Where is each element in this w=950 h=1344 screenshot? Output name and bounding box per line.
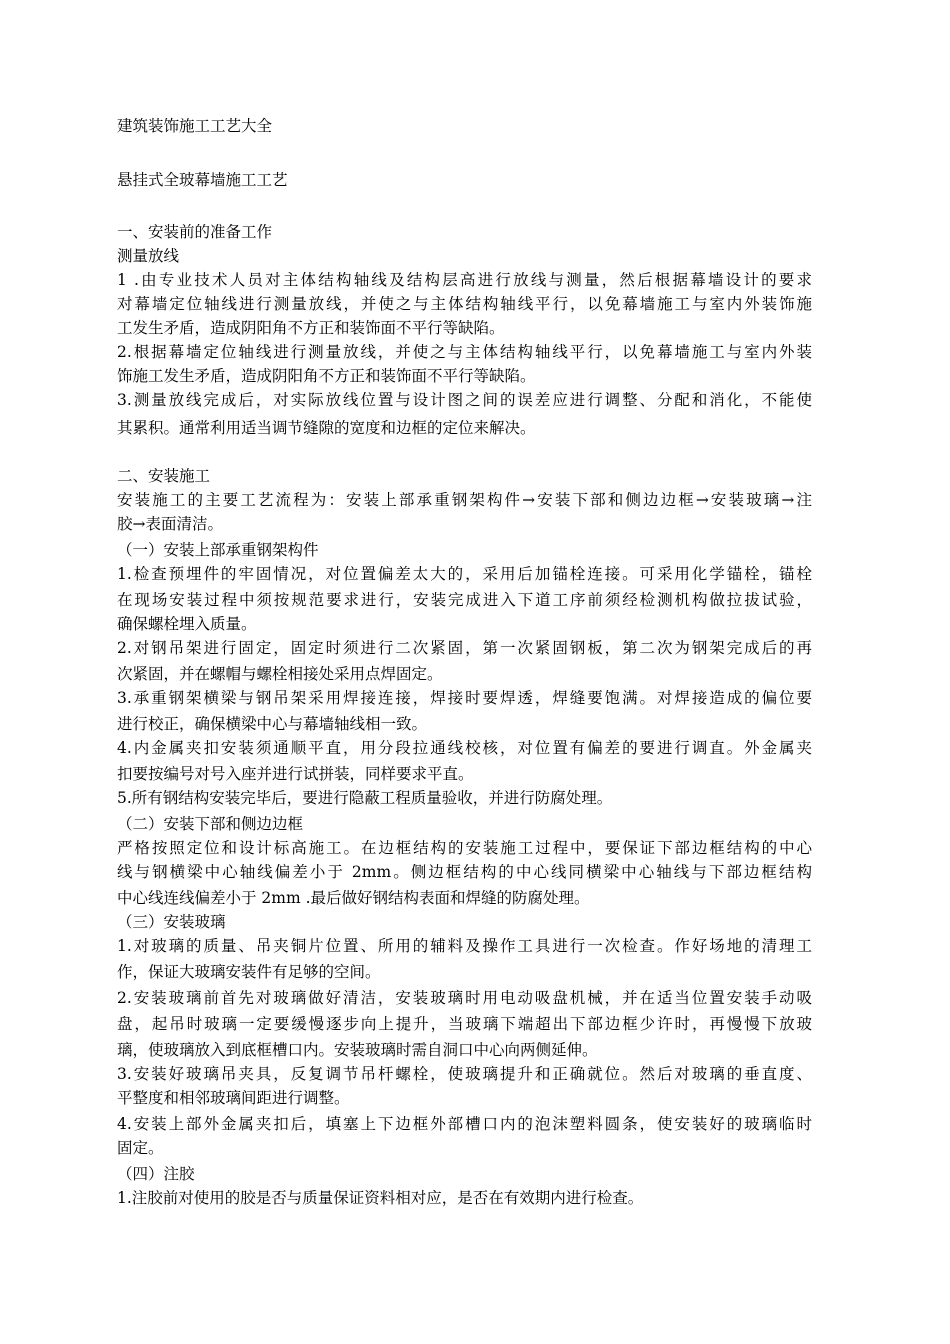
text-line: 次紧固，并在螺帽与螺栓相接处采用点焊固定。 [117,665,443,683]
text-line: 扣要按编号对号入座并进行试拼装，同样要求平直。 [117,765,474,783]
text-line: 二、安装施工 [117,467,211,485]
text-line: 4.内金属夹扣安装须通顺平直，用分段拉通线校核，对位置有偏差的要进行调直。外金属夹 [117,739,812,757]
text-line: 严格按照定位和设计标高施工。在边框结构的安装施工过程中，要保证下部边框结构的中心 [117,839,812,857]
text-line: 3.测量放线完成后，对实际放线位置与设计图之间的误差应进行调整、分配和消化，不能使 [117,391,812,409]
text-line: 4.安装上部外金属夹扣后，填塞上下边框外部槽口内的泡沫塑料圆条，使安装好的玻璃临时 [117,1115,812,1133]
text-line: （四）注胶 [117,1165,195,1183]
text-line: 2.对钢吊架进行固定，固定时须进行二次紧固，第一次紧固钢板，第二次为钢架完成后的再 [117,639,812,657]
text-line: （三）安装玻璃 [117,913,226,931]
text-line: 对幕墙定位轴线进行测量放线，并使之与主体结构轴线平行，以免幕墙施工与室内外装饰施 [117,295,812,313]
text-line: 3.安装好玻璃吊夹具，反复调节吊杆螺栓，使玻璃提升和正确就位。然后对玻璃的垂直度、 [117,1065,812,1083]
text-line: 盘，起吊时玻璃一定要缓慢逐步向上提升，当玻璃下端超出下部边框少许时，再慢慢下放玻 [117,1015,812,1033]
text-line: 其累积。通常利用适当调节缝隙的宽度和边框的定位来解决。 [117,419,536,437]
text-line: 胶→表面清洁。 [117,515,223,533]
text-line: 中心线连线偏差小于 2mm .最后做好钢结构表面和焊缝的防腐处理。 [117,889,590,907]
section-title: 悬挂式全玻幕墙施工工艺 [117,171,288,189]
text-line: 工发生矛盾，造成阴阳角不方正和装饰面不平行等缺陷。 [117,319,505,337]
text-line: 确保螺栓埋入质量。 [117,615,257,633]
text-line: 1 .由专业技术人员对主体结构轴线及结构层高进行放线与测量，然后根据幕墙设计的要求 [117,271,812,289]
text-line: 2.安装玻璃前首先对玻璃做好清洁，安装玻璃时用电动吸盘机械，并在适当位置安装手动吸 [117,989,812,1007]
text-line: （二）安装下部和侧边边框 [117,815,304,833]
text-line: 在现场安装过程中须按规范要求进行，安装完成进入下道工序前须经检测机构做拉拔试验， [117,591,812,609]
text-line: 5.所有钢结构安装完毕后，要进行隐蔽工程质量验收，并进行防腐处理。 [117,789,613,807]
text-line: 一、安装前的准备工作 [117,223,273,241]
text-line: 1.注胶前对使用的胶是否与质量保证资料相对应，是否在有效期内进行检查。 [117,1189,644,1207]
text-line: 平整度和相邻玻璃间距进行调整。 [117,1089,350,1107]
text-line: 进行校正，确保横梁中心与幕墙轴线相一致。 [117,715,428,733]
text-line: （一）安装上部承重钢架构件 [117,541,319,559]
text-line: 饰施工发生矛盾，造成阴阳角不方正和装饰面不平行等缺陷。 [117,367,536,385]
text-line: 作，保证大玻璃安装件有足够的空间。 [117,963,381,981]
text-line: 测量放线 [117,247,180,265]
text-line: 线与钢横梁中心轴线偏差小于 2mm。侧边框结构的中心线同横梁中心轴线与下部边框结构 [117,863,812,881]
text-line: 1.对玻璃的质量、吊夹铜片位置、所用的辅料及操作工具进行一次检查。作好场地的清理工 [117,937,812,955]
text-line: 2.根据幕墙定位轴线进行测量放线，并使之与主体结构轴线平行，以免幕墙施工与室内外装 [117,343,812,361]
text-line: 璃，使玻璃放入到底框槽口内。安装玻璃时需自洞口中心向两侧延伸。 [117,1041,598,1059]
text-line: 3.承重钢架横梁与钢吊架采用焊接连接，焊接时要焊透，焊缝要饱满。对焊接造成的偏位要 [117,689,812,707]
text-line: 1.检查预埋件的牢固情况，对位置偏差太大的，采用后加锚栓连接。可采用化学锚栓，锚栓 [117,565,812,583]
text-line: 固定。 [117,1139,164,1157]
text-line: 安装施工的主要工艺流程为：安装上部承重钢架构件→安装下部和侧边边框→安装玻璃→注 [117,491,812,509]
document-title: 建筑装饰施工工艺大全 [117,117,273,135]
